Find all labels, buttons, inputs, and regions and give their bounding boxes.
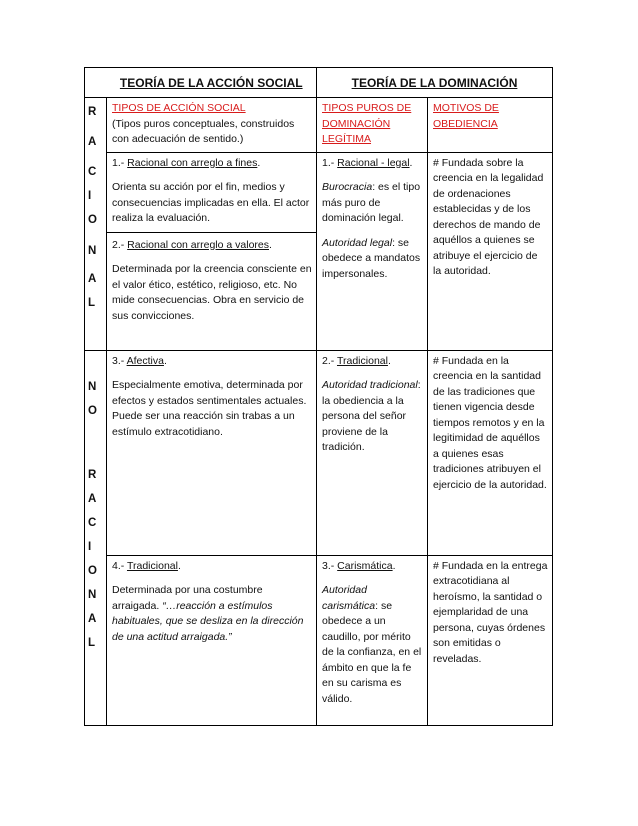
header-corner	[85, 68, 107, 98]
subheader-row	[85, 98, 553, 153]
motivo-tradicional-cell: # Fundada en la creencia en la santidad de las tradiciones que tienen vigencia desde tiempos remotos y en la legitimidad de aquéllos a quienes esas tradiciones atribuyen el ejercicio de la autoridad.	[428, 350, 553, 555]
accion-4-desc: Determinada por una costumbre arraigada. “…reacción a estímulos habituales, que se desliza en la dirección de una actitud arraigada.”	[112, 584, 304, 643]
motivo-carismatica-cell: # Fundada en la entrega extracotidiana al heroísmo, la santidad o ejemplaridad de una persona, cuyas órdenes son emitidas o reveladas.	[428, 555, 553, 725]
dominacion-carismatica-cell	[317, 555, 428, 725]
dominacion-1-desc2: Autoridad legal: se obedece a mandatos impersonales.	[322, 236, 421, 280]
row-racional	[85, 152, 553, 350]
tipos-puros-header	[317, 98, 428, 153]
accion-2-desc: Determinada por la creencia consciente en el valor ético, estético, religioso, etc. No mide consecuencias. Obra en servicio de sus convicciones.	[112, 263, 312, 322]
side-label-no-racional: N O R A C I O N A L	[85, 350, 107, 725]
accion-3-desc: Especialmente emotiva, determinada por efectos y estados sentimentales actuales. Puede ser una reacción sin trabas a un estímulo extracotidiano.	[112, 379, 307, 438]
tipos-accion-desc: (Tipos puros conceptuales, construidos con adecuación de sentido.)	[112, 117, 295, 145]
accion-racional-cell	[107, 152, 317, 350]
accion-afectiva-cell	[107, 350, 317, 555]
inner-divider	[107, 232, 316, 233]
theory-table	[84, 67, 553, 726]
dominacion-2-heading: 2.- Tradicional.	[322, 354, 391, 367]
accion-4-heading: 4.- Tradicional.	[112, 559, 181, 572]
motivos-title: MOTIVOS DE OBEDIENCIA	[433, 102, 499, 130]
header-row	[85, 68, 553, 98]
dominacion-1-desc1: Burocracia: es el tipo más puro de dominación legal.	[322, 181, 421, 224]
accion-1-desc: Orienta su acción por el fin, medios y consecuencias implicadas en ella. El actor realiza la evaluación.	[112, 181, 310, 224]
dominacion-1-heading: 1.- Racional - legal.	[322, 156, 413, 169]
row-afectiva	[85, 350, 553, 555]
tipos-accion-header	[107, 98, 317, 153]
tipos-accion-title: TIPOS DE ACCIÓN SOCIAL	[112, 102, 246, 114]
row-tradicional	[85, 555, 553, 725]
header-dominacion: TEORÍA DE LA DOMINACIÓN	[317, 68, 553, 98]
accion-2-heading: 2.- Racional con arreglo a valores.	[112, 238, 272, 251]
accion-1-heading: 1.- Racional con arreglo a fines.	[112, 156, 261, 169]
tipos-puros-title: TIPOS PUROS DE DOMINACIÓN LEGÍTIMA	[322, 102, 412, 145]
dominacion-tradicional-cell	[317, 350, 428, 555]
accion-tradicional-cell	[107, 555, 317, 725]
accion-3-heading: 3.- Afectiva.	[112, 354, 167, 367]
header-accion-social: TEORÍA DE LA ACCIÓN SOCIAL	[107, 68, 317, 98]
dominacion-legal-cell	[317, 152, 428, 350]
dominacion-3-heading: 3.- Carismática.	[322, 559, 396, 572]
motivo-legal-cell: # Fundada sobre la creencia en la legalidad de ordenaciones establecidas y de los derechos de mando de aquéllos a quienes se atribuye el ejercicio de la autoridad.	[428, 152, 553, 350]
dominacion-3-desc: Autoridad carismática: se obedece a un caudillo, por mérito de la confianza, en el ámbito en que la fe en su carisma es válido.	[322, 584, 422, 705]
motivos-header	[428, 98, 553, 153]
dominacion-2-desc: Autoridad tradicional: la obediencia a la persona del señor proviene de la tradición.	[322, 379, 421, 453]
side-label-racional: R A C I O N A L	[85, 98, 107, 351]
